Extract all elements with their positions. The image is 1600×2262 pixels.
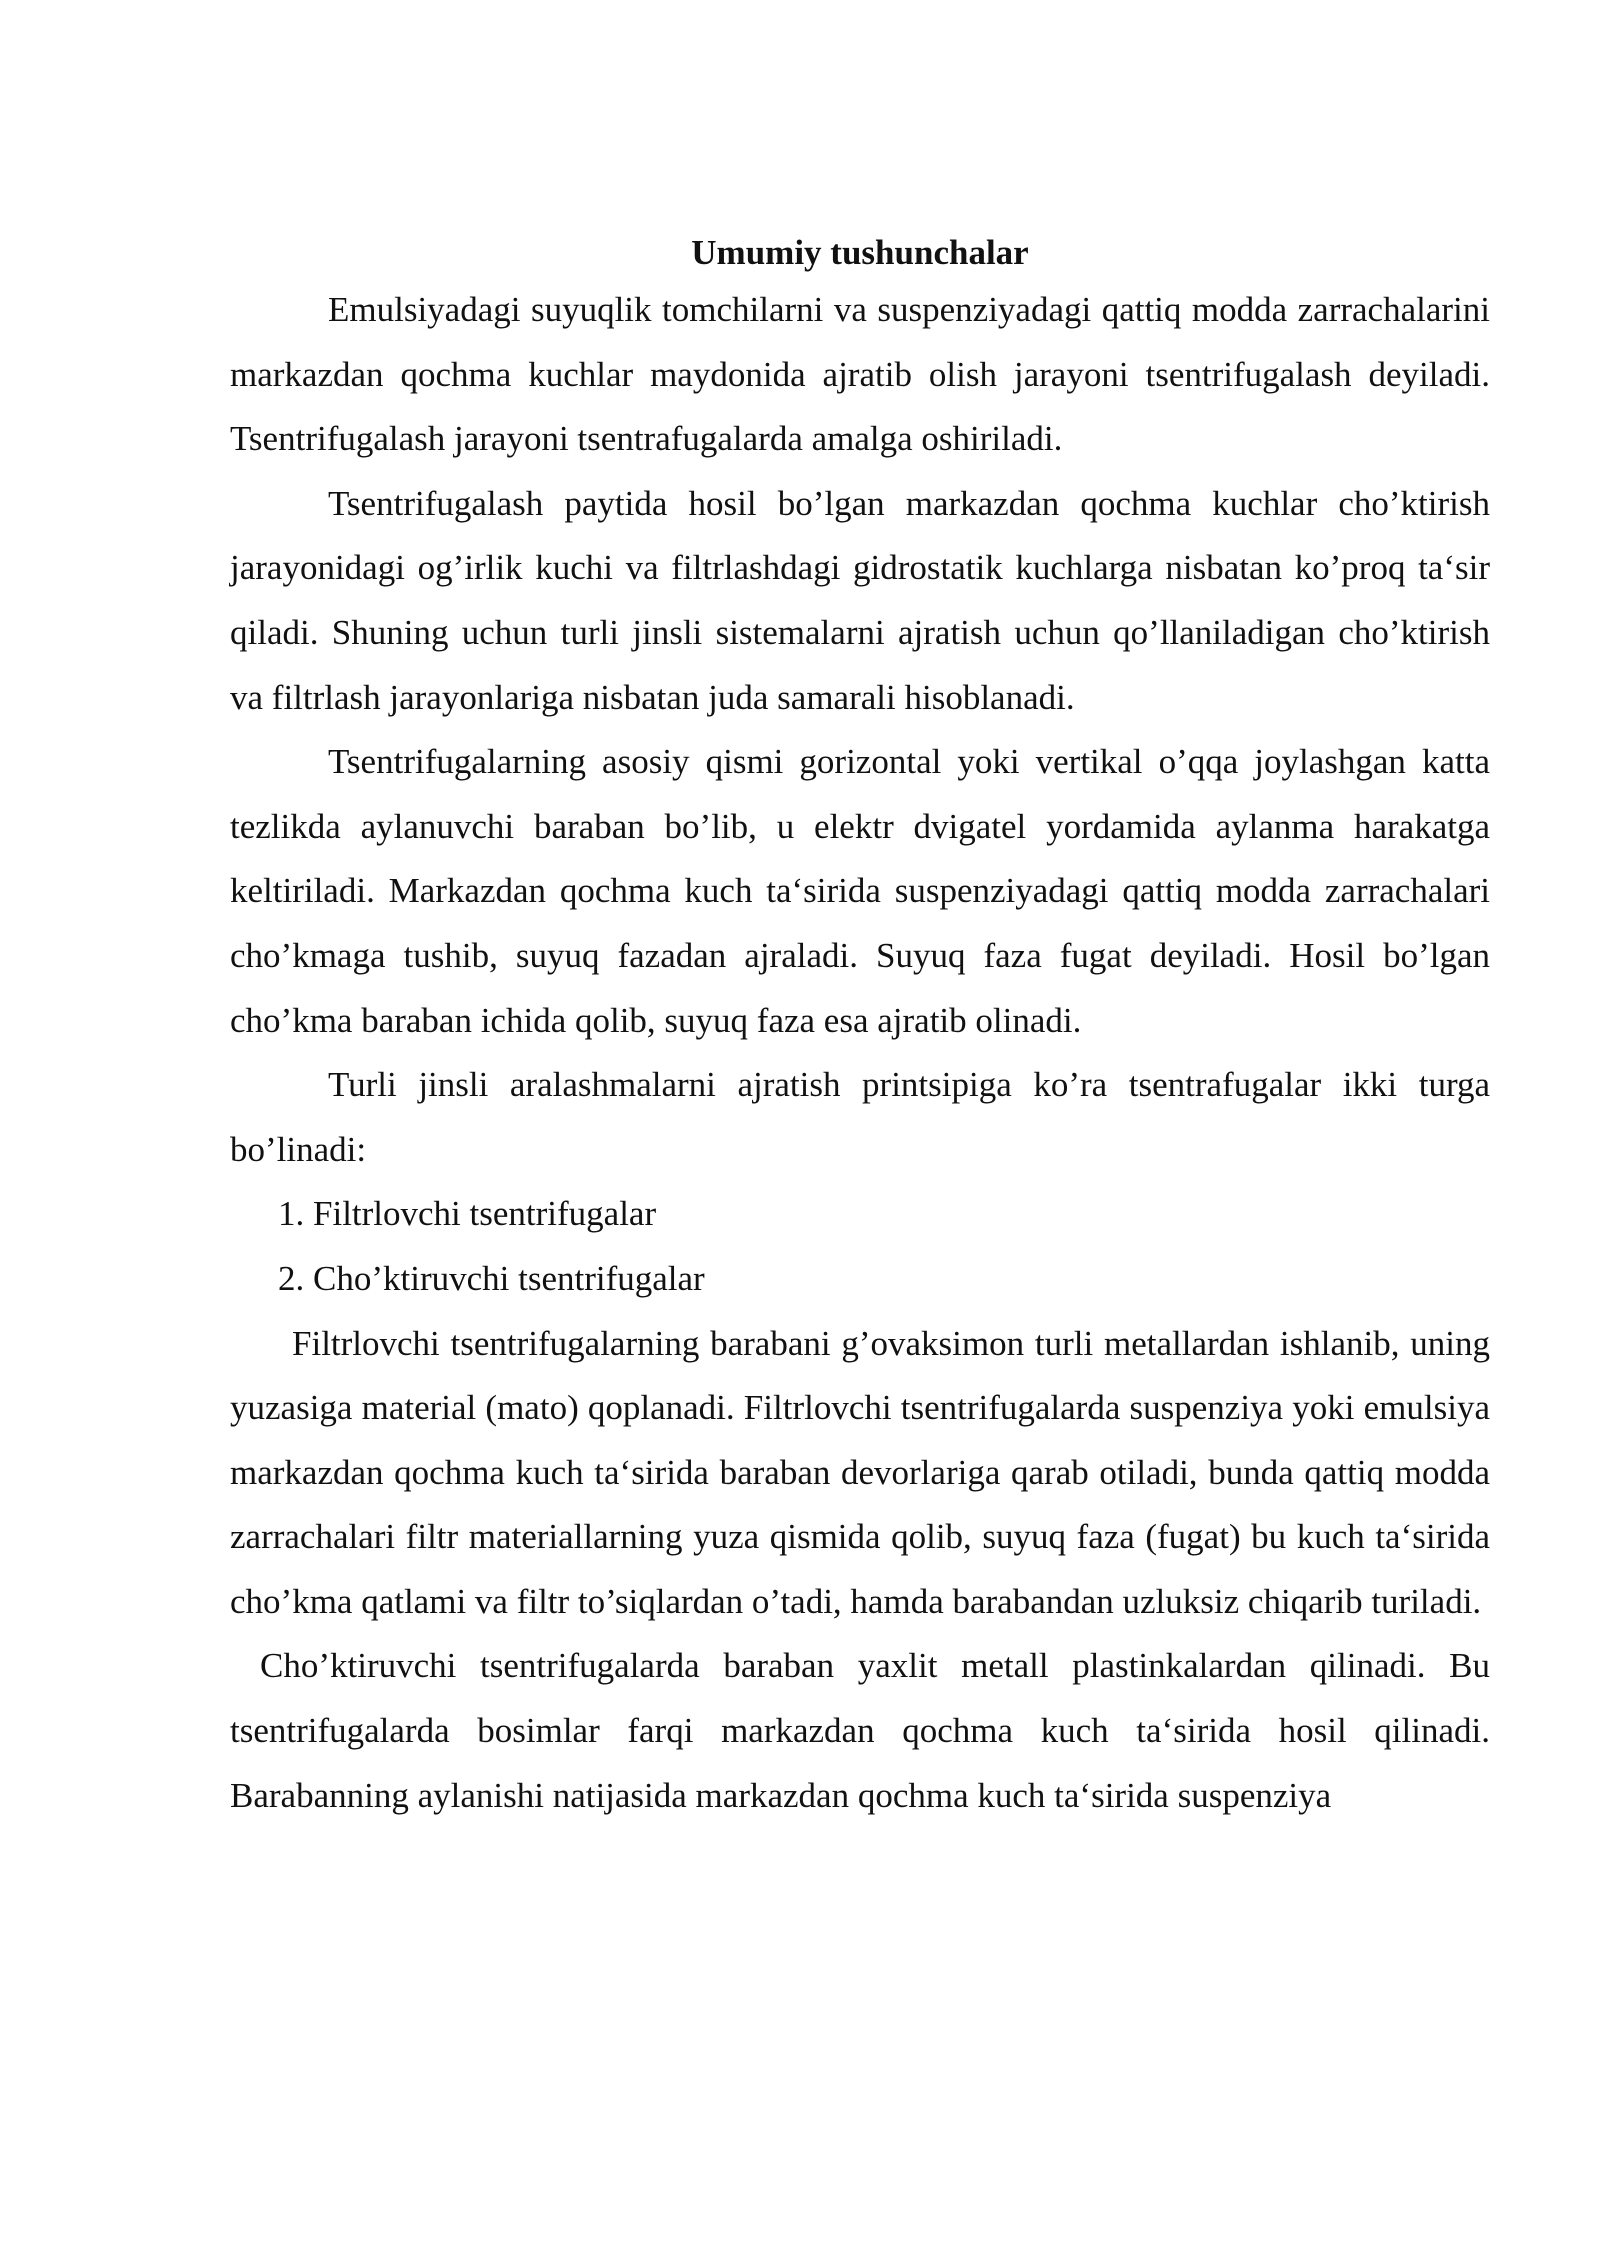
paragraph-construction: Tsentrifugalarning asosiy qismi gorizontal yoki vertikal o’qqa joylashgan katta tezlikda aylanuvchi baraban bo’lib, u elektr dvigatel yordamida aylanma harakatga keltiriladi. Markazdan qochma kuch ta‘sirida suspenziyadagi qattiq modda zarrachalari cho’kmaga tushib, suyuq fazadan ajraladi. Suyuq faza fugat deyiladi. Hosil bo’lgan cho’kma baraban ichida qolib, suyuq faza esa ajratib olinadi. bbox=[230, 742, 1490, 1040]
document-body bbox=[230, 228, 1490, 1828]
list-item-settling: 2. Cho’ktiruvchi tsentrifugalar bbox=[278, 1258, 705, 1298]
paragraph-filtering-centrifuges: Filtrlovchi tsentrifugalarning barabani g’ovaksimon turli metallardan ishlanib, uning yuzasiga material (mato) qoplanadi. Filtrlovchi tsentrifugalarda suspenziya yoki emulsiya markazdan qochma kuch ta‘sirida baraban devorlariga qarab otiladi, bunda qattiq modda zarrachalari filtr materiallarning yuza qismida qolib, suyuq faza (fugat) bu kuch ta‘sirida cho’kma qatlami va filtr to’siqlardan o’tadi, hamda barabandan uzluksiz chiqarib turiladi. bbox=[230, 1323, 1490, 1621]
list-item-filtering: 1. Filtrlovchi tsentrifugalar bbox=[278, 1194, 657, 1234]
paragraph-definition: Emulsiyadagi suyuqlik tomchilarni va suspenziyadagi qattiq modda zarrachalarini markazdan qochma kuchlar maydonida ajratib olish jarayoni tsentrifugalash deyiladi. Tsentrifugalash jarayoni tsentrafugalarda amalga oshiriladi. bbox=[230, 290, 1490, 459]
page-title: Umumiy tushunchalar bbox=[691, 233, 1029, 272]
paragraph-settling-centrifuges: Cho’ktiruvchi tsentrifugalarda baraban yaxlit metall plastinkalardan qilinadi. Bu tsentrifugalarda bosimlar farqi markazdan qochma kuch ta‘sirida hosil qilinadi. Barabanning aylanishi natijasida markazdan qochma kuch ta‘sirida suspenziya bbox=[230, 1646, 1490, 1815]
paragraph-forces: Tsentrifugalash paytida hosil bo’lgan markazdan qochma kuchlar cho’ktirish jarayonidagi og’irlik kuchi va filtrlashdagi gidrostatik kuchlarga nisbatan ko’proq ta‘sir qiladi. Shuning uchun turli jinsli sistemalarni ajratish uchun qo’llaniladigan cho’ktirish va filtrlash jarayonlariga nisbatan juda samarali hisoblanadi. bbox=[230, 483, 1490, 717]
paragraph-types-intro: Turli jinsli aralashmalarni ajratish printsipiga ko’ra tsentrafugalar ikki turga bo’linadi: bbox=[230, 1065, 1490, 1169]
